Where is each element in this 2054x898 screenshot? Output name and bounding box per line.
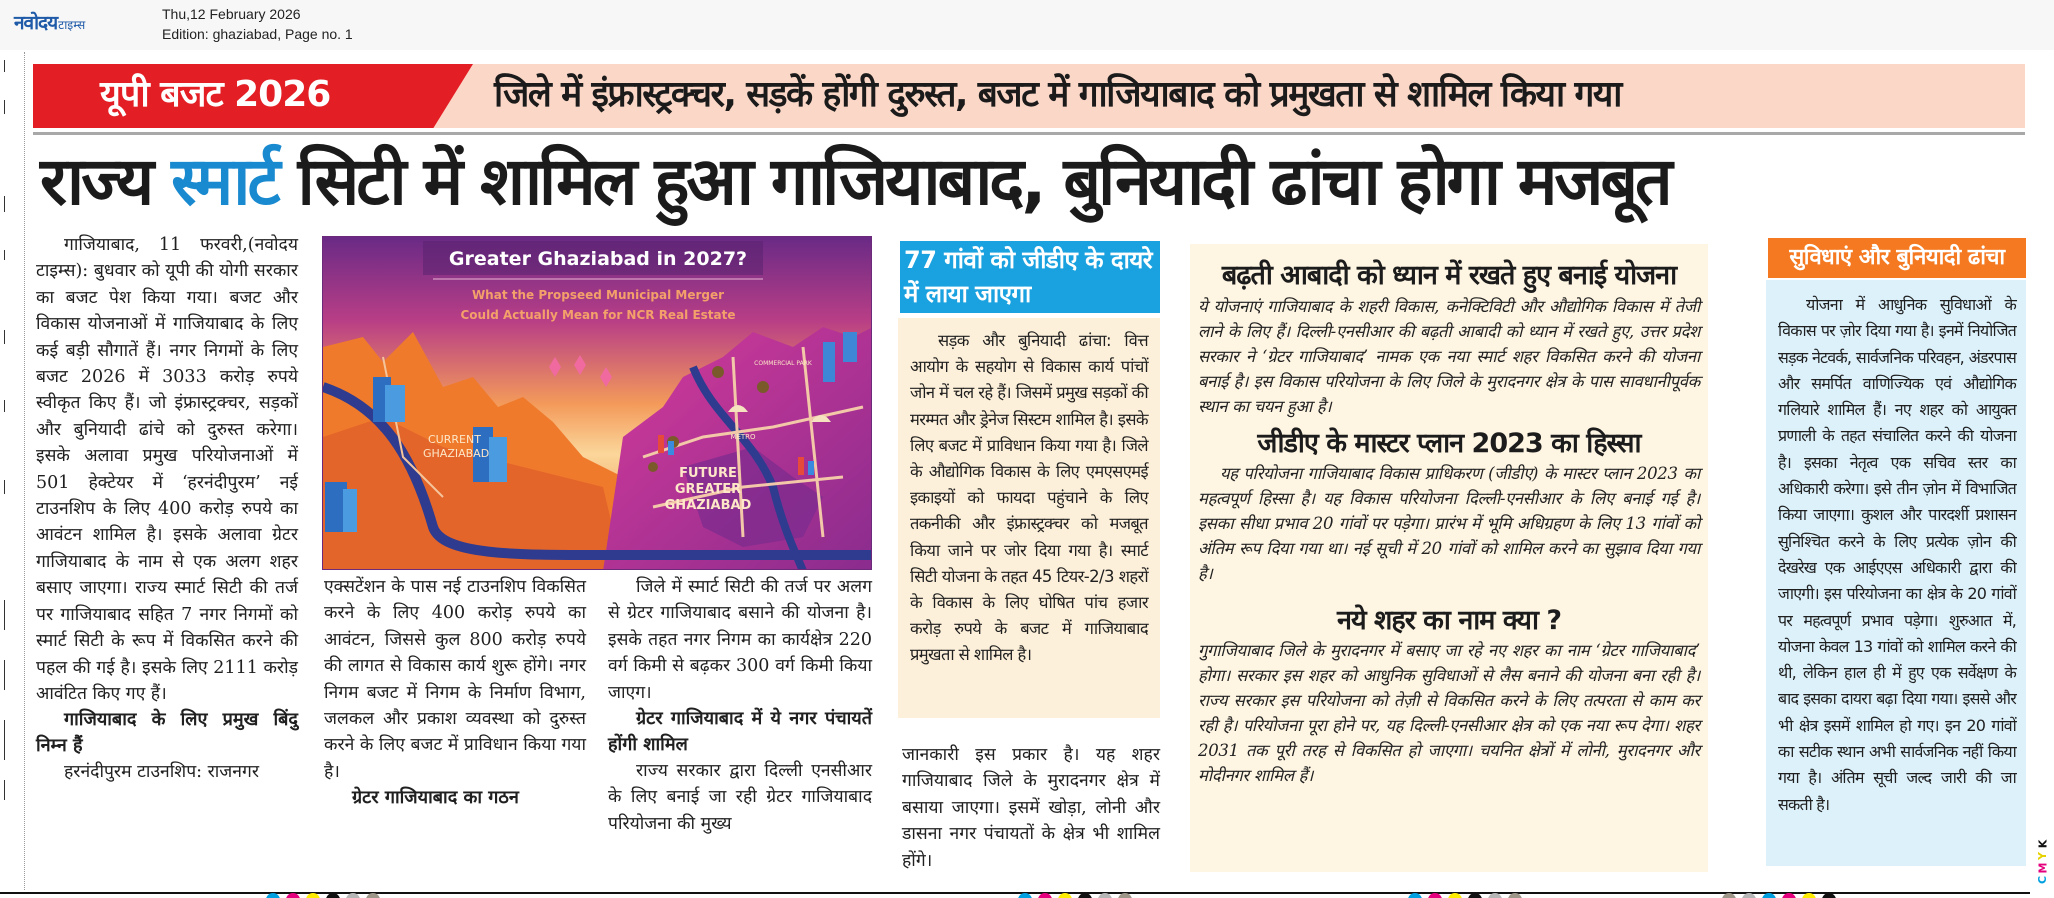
column3-paragraph: जिले में स्मार्ट सिटी की तर्ज पर अलग से ग्रेटर गाजियाबाद बसाने की योजना है। इसके तहत नगर निगम का कार्यक्षेत्र 220 वर्ग किमी से बढ़कर 300 वर्ग किमी किया जाएग। [608,577,872,703]
magenta-dot-icon [1038,893,1052,898]
magenta-dot-icon [1428,893,1442,898]
svg-text:GHAZIABAD: GHAZIABAD [664,498,752,513]
svg-text:CURRENT: CURRENT [428,433,481,446]
column3-subhead: ग्रेटर गाजियाबाद में ये नगर पंचायतें होंगी शामिल [608,708,872,756]
registration-marks [1408,893,1522,898]
panel-paragraph-2: यह परियोजना गाजियाबाद विकास प्राधिकरण (जीडीए) के मास्टर प्लान 2023 का महत्वपूर्ण हिस्सा है। यह विकास परियोजना दिल्ली-एनसीआर के लिए बनाई गई है। इसका सीधा प्रभाव 20 गांवों पर पड़ेगा। प्रारंभ में भूमि अधिग्रहण के लिए 13 गांवों को अंतिम रूप दिया गया था। नई सूची में 20 गांवों को शामिल करने का सुझाव दिया गया है। [1198,464,1700,583]
headline-divider [33,132,2025,135]
grey-dot-icon [1488,893,1502,898]
column1-paragraph-2: हरनंदीपुरम टाउनशिप: राजनगर [64,762,259,783]
crop-tick [4,400,5,412]
panel-heading-master-plan[interactable]: जीडीए के मास्टर प्लान 2023 का हिस्सा [1257,428,1641,459]
crop-tick [4,330,5,344]
edition-info: Edition: ghaziabad, Page no. 1 [162,26,353,42]
yellow-dot-icon [1802,893,1816,898]
panel-heading-population[interactable]: बढ़ती आबादी को ध्यान में रखते हुए बनाई योजना [1221,260,1677,291]
taupe-dot-icon [1118,893,1132,898]
cmyk-m: M [2035,862,2049,874]
kicker-label: यूपी बजट 2026 [100,74,331,115]
margin-guide-line [24,52,25,890]
crop-tick [4,60,5,72]
magenta-dot-icon [286,893,300,898]
viewer-header [0,0,2054,50]
yellow-dot-icon [306,893,320,898]
facilities-heading[interactable]: सुविधाएं और बुनियादी ढांचा [1768,238,2026,278]
panel-paragraph-1: ये योजनाएं गाजियाबाद के शहरी विकास, कनेक्टिविटी और औद्योगिक विकास में तेजी लाने के लिए हैं। दिल्ली-एनसीआर की बढ़ती आबादी को ध्यान में रखते हुए, उत्तर प्रदेश सरकार ने ‘ग्रेटर गाजियाबाद’ नामक एक नया स्मार्ट शहर विकसित करने की योजना बनाई है। इस विकास परियोजना के लिए जिले के मुरादनगर क्षेत्र के पास सावधानीपूर्वक स्थान का चयन हुआ है। [1198,297,1700,416]
article-column-1 [36,232,298,786]
facilities-body [1766,280,2026,866]
column3-paragraph-2: राज्य सरकार द्वारा दिल्ली एनसीआर के लिए बनाई जा रही ग्रेटर गाजियाबाद परियोजना की मुख्य [608,761,872,834]
yellow-dot-icon [1058,893,1072,898]
registration-marks [266,893,380,898]
cmyk-y: Y [2036,852,2049,860]
column4-paragraph: जानकारी इस प्रकार है। यह शहर गाजियाबाद जिले के मुरादनगर क्षेत्र में बसाया जाएगा। इसमें खोड़ा, लोनी और डासना नगर पंचायतों के क्षेत्र भी शामिल होंगे। [902,745,1160,871]
svg-text:FUTURE: FUTURE [679,466,737,481]
main-headline[interactable] [40,136,2020,228]
grey-dot-icon [1098,893,1112,898]
article-column-2 [324,574,586,811]
crop-tick [4,780,5,800]
column1-subhead: गाजियाबाद के लिए प्रमुख बिंदु निम्न हैं [36,709,298,757]
cyan-dot-icon [266,893,280,898]
svg-text:Could Actually Mean for NCR Re: Could Actually Mean for NCR Real Estate [460,308,736,322]
crop-tick [4,720,5,760]
crop-tick [4,250,5,260]
illustration-map-icon [323,237,872,570]
cyan-dot-icon [1408,893,1422,898]
crop-tick [4,480,5,494]
logo-main-text: नवोदय [14,12,58,34]
black-dot-icon [1822,893,1836,898]
svg-text:GHAZIABAD: GHAZIABAD [423,447,490,460]
svg-text:COMMERCIAL PARK: COMMERCIAL PARK [754,360,812,367]
population-plan-panel [1190,244,1708,872]
registration-marks [1722,893,1836,898]
issue-date: Thu,12 February 2026 [162,6,301,22]
grey-dot-icon [346,893,360,898]
cmyk-c: C [2035,875,2049,885]
crop-tick [4,660,5,690]
cyan-dot-icon [1762,893,1776,898]
headline-part-2: सिटी में शामिल हुआ गाजियाबाद, बुनियादी ढांचा होगा मजबूत [277,143,1670,220]
column2-paragraph: एक्सटेंशन के पास नई टाउनशिप विकसित करने के लिए 400 करोड़ रुपये का आवंटन, जिससे कुल 800 करोड़ रुपये की लागत से विकास कार्य शुरू होंगे। नगर निगम बजट में निगम के निर्माण विभाग, जलकल और प्रकाश व्यवस्था को दुरुस्त करने के लिए बजट में प्राविधान किया गया है। [324,577,586,782]
cmyk-k: K [2036,839,2049,849]
registration-marks [1018,893,1132,898]
article-column-4 [902,742,1160,874]
magenta-dot-icon [1782,893,1796,898]
taupe-dot-icon [366,893,380,898]
crop-tick [4,100,5,114]
black-dot-icon [1078,893,1092,898]
crop-tick [4,600,5,630]
column1-paragraph: गाजियाबाद, 11 फरवरी,(नवोदय टाइम्स): बुधवार को यूपी की योगी सरकार का बजट पेश किया गया। बजट और विकास योजनाओं में गाजियाबाद के लिए कई बड़ी सौगातें हैं। नगर निगमों के लिए बजट 2026 में 3033 करोड़ रुपये स्वीकृत किए हैं। जो इंफ्रास्ट्रक्चर, सड़कों और बुनियादी ढांचे को दुरुस्त करेगा। इसके अलावा प्रमुख परियोजनाओं में 501 हेक्टेयर में ‘हरनंदीपुरम’ नई टाउनशिप के लिए 400 करोड़ रुपये का आवंटन शामिल है। इसके अलावा ग्रेटर गाजियाबाद के नाम से एक अलग शहर बसाए जाएगा। राज्य स्मार्ट सिटी की तर्ज पर गाजियाबाद सहित 7 नगर निगमों को स्मार्ट सिटी के रूप में विकसित करने की पहल की गई है। इसके लिए 2111 करोड़ आवंटित किए गए हैं। [36,235,298,704]
edition-meta [162,4,353,44]
cmyk-color-bar [2036,838,2050,886]
villages-box-body [898,318,1160,718]
villages-box-text: सड़क और बुनियादी ढांचा: वित्त आयोग के सहयोग से विकास कार्य पांचों जोन में चल रहे हैं। जिसमें प्रमुख सड़कों की मरम्मत और ड्रेनेज सिस्टम शामिल है। इसके लिए बजट में प्राविधान किया गया है। जिले के औद्योगिक विकास के लिए एमएसएमई इकाइयों को फायदा पहुंचाने के लिए तकनीकी और इंफ्रास्ट्रक्चर को मजबूत किया जाने पर जोर दिया गया है। स्मार्ट सिटी योजना के तहत 45 टियर-2/3 शहरों के विकास के लिए घोषित पांच हजार करोड़ रुपये के बजट में गाजियाबाद प्रमुखता से शामिल है। [910,331,1148,665]
grey-dot-icon [1742,893,1756,898]
panel-heading-city-name[interactable]: नये शहर का नाम क्या ? [1337,605,1561,636]
black-dot-icon [326,893,340,898]
villages-box-heading[interactable]: 77 गांवों को जीडीए के दायरे में लाया जाएगा [900,241,1160,313]
svg-text:Greater Ghaziabad in 2027?: Greater Ghaziabad in 2027? [448,248,748,270]
kicker-text[interactable]: जिले में इंफ्रास्ट्रक्चर, सड़कें होंगी दुरुस्त, बजट में गाजियाबाद को प्रमुखता से शामिल किया गया [494,74,1621,115]
svg-text:What the Propseed Municipal Me: What the Propseed Municipal Merger [471,288,725,302]
headline-part-1: राज्य [40,143,172,220]
taupe-dot-icon [1722,893,1736,898]
cyan-dot-icon [1018,893,1032,898]
svg-text:GREATER: GREATER [674,482,742,497]
yellow-dot-icon [1448,893,1462,898]
newspaper-logo[interactable] [14,9,85,35]
headline-accent-word: स्मार्ट [171,143,278,220]
logo-sub-text: टाइम्स [58,18,86,32]
svg-text:METRO: METRO [730,433,756,441]
black-dot-icon [1468,893,1482,898]
column2-subhead: ग्रेटर गाजियाबाद का गठन [352,787,519,809]
article-column-3 [608,574,872,837]
article-photo-greater-ghaziabad-map[interactable] [322,236,872,570]
facilities-text: योजना में आधुनिक सुविधाओं के विकास पर ज़ोर दिया गया है। इनमें नियोजित सड़क नेटवर्क, सार्वजनिक परिवहन, अंडरपास और समर्पित वाणिज्यिक एवं औद्योगिक गलियारे शामिल हैं। नए शहर को आयुक्त प्रणाली के तहत संचालित करने की योजना है। इसका नेतृत्व एक सचिव स्तर का अधिकारी करेगा। इसे तीन ज़ोन में विभाजित किया जाएगा। कुशल और पारदर्शी प्रशासन सुनिश्चित करने के लिए प्रत्येक ज़ोन की देखरेख एक आईएएस अधिकारी द्वारा की जाएगी। इस परियोजना का क्षेत्र के 20 गांवों पर महत्वपूर्ण प्रभाव पड़ेगा। शुरुआत में, योजना केवल 13 गांवों को शामिल करने की थी, लेकिन हाल ही में हुए एक सर्वेक्षण के बाद इसका दायरा बढ़ा दिया गया। इससे और भी क्षेत्र इसमें शामिल हो गए। इन 20 गांवों का सटीक स्थान अभी सार्वजनिक नहीं किया गया है। अंतिम सूची जल्द जारी की जा सकती है। [1778,295,2016,814]
taupe-dot-icon [1508,893,1522,898]
panel-paragraph-3: गुगाजियाबाद जिले के मुरादनगर में बसाए जा रहे नए शहर का नाम ‘ग्रेटर गाजियाबाद’ होगा। सरकार इस शहर को आधुनिक सुविधाओं से लैस बनाने की योजना बना रही है। राज्य सरकार इस परियोजना को तेज़ी से विकसित करने के लिए तत्परता से काम कर रही है। परियोजना पूरा होने पर, यह दिल्ली-एनसीआर क्षेत्र को एक नया रूप देगा। शहर 2031 तक पूरी तरह से विकसित हो जाएगा। चयनित क्षेत्रों में लोनी, मुरादनगर और मोदीनगर शामिल हैं। [1198,641,1700,785]
crop-tick [4,196,5,212]
